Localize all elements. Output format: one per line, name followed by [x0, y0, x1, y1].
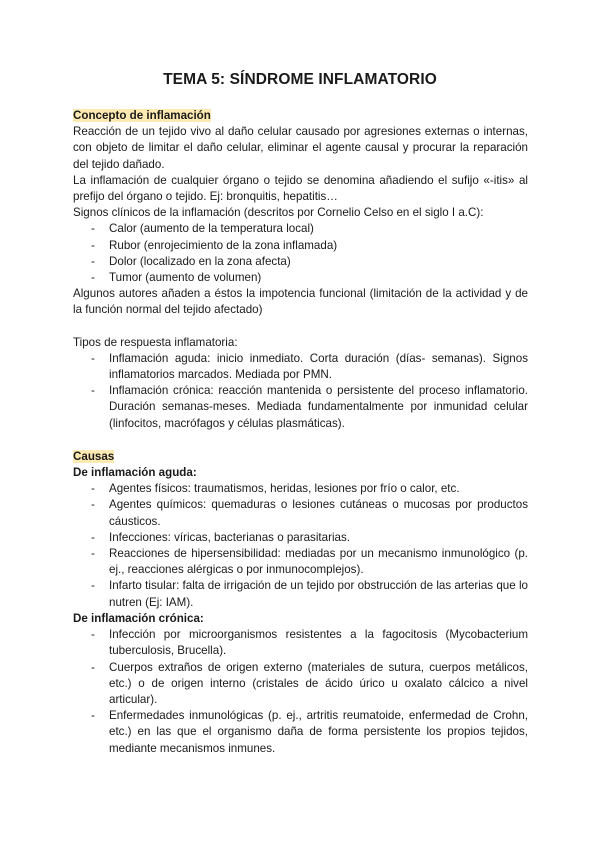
paragraph-impotencia: Algunos autores añaden a éstos la impotencia funcional (limitación de la actividad y de la función normal del tejido afectado): [73, 287, 528, 317]
list-item: - Cuerpos extraños de origen externo (materiales de sutura, cuerpos metálicos, etc.) o de origen interno (cristales de ácido úrico u oxalato cálcico a nivel articular).: [73, 660, 528, 709]
list-item: - Inflamación aguda: inicio inmediato. Corta duración (días- semanas). Signos inflamatorios marcados. Mediada por PMN.: [73, 351, 528, 383]
list-item: - Tumor (aumento de volumen): [73, 270, 528, 286]
paragraph-suffix: La inflamación de cualquier órgano o tejido se denomina añadiendo el sufijo «-itis» al prefijo del órgano o tejido. Ej: bronquitis, hepatitis…: [73, 173, 528, 204]
types-list: [73, 351, 528, 432]
subheading-cronica: De inflamación crónica:: [73, 611, 204, 625]
list-item: - Agentes químicos: quemaduras o lesiones cutáneas o mucosas por productos cáusticos.: [73, 497, 528, 529]
paragraph-signs-intro: Signos clínicos de la inflamación (descritos por Cornelio Celso en el siglo I a.C):: [73, 206, 484, 220]
section-heading-concepto: [73, 108, 528, 124]
spacer: [73, 432, 528, 449]
list-item: - Reacciones de hipersensibilidad: mediadas por un mecanismo inmunológico (p. ej., reacciones alérgicas o por inmunocomplejos).: [73, 546, 528, 578]
section-heading-causas: [73, 449, 528, 465]
paragraph-types-intro: Tipos de respuesta inflamatoria:: [73, 335, 238, 349]
document-body: [73, 108, 528, 757]
list-item: - Infección por microorganismos resistentes a la fagocitosis (Mycobacterium tuberculosis, Brucella).: [73, 627, 528, 659]
list-item: - Inflamación crónica: reacción mantenida o persistente del proceso inflamatorio. Duración semanas-meses. Mediada fundamentalmente por inmunidad celular (linfocitos, macrófagos y células plasmáticas).: [73, 383, 528, 432]
list-item: - Agentes físicos: traumatismos, heridas, lesiones por frío o calor, etc.: [73, 481, 528, 497]
paragraph-definition: Reacción de un tejido vivo al daño celular causado por agresiones externas o internas, con objeto de limitar el daño celular, eliminar el agente causal y procurar la reparación del tejido dañado.: [73, 125, 528, 171]
list-item: - Enfermedades inmunológicas (p. ej., artritis reumatoide, enfermedad de Crohn, etc.) en las que el organismo daña de forma persistente los propios tejidos, mediante mecanismos inmunes.: [73, 708, 528, 757]
chronic-causes-list: [73, 627, 528, 757]
list-item: - Infarto tisular: falta de irrigación de un tejido por obstrucción de las arterias que lo nutren (Ej: IAM).: [73, 578, 528, 610]
highlighted-heading: Concepto de inflamación: [73, 109, 211, 122]
list-item: - Calor (aumento de la temperatura local): [73, 221, 528, 237]
page-title: TEMA 5: SÍNDROME INFLAMATORIO: [163, 71, 437, 88]
signs-list: [73, 221, 528, 286]
acute-causes-list: [73, 481, 528, 611]
list-item: - Dolor (localizado en la zona afecta): [73, 254, 528, 270]
list-item: - Infecciones: víricas, bacterianas o parasitarias.: [73, 530, 528, 546]
spacer: [73, 319, 528, 335]
list-item: - Rubor (enrojecimiento de la zona inflamada): [73, 238, 528, 254]
highlighted-heading: Causas: [73, 449, 115, 463]
subheading-aguda: De inflamación aguda:: [73, 466, 197, 480]
